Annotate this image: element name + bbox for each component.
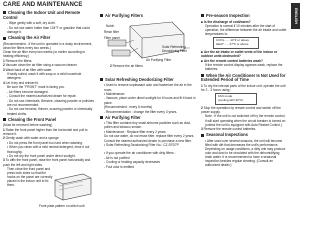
paragraph: Then close the front panel and press both sides so that the hooks on the panel are correctly placed in the indoor unit to fix them. (7, 167, 53, 188)
list-item: • Used to remove unpleasant odor and bacterium the air in the room. (104, 83, 192, 92)
list-item: - Recommendation : change the filter every 3 years. (104, 109, 178, 114)
step-item: If badly soiled, wash it with soap or a mild household detergent. (7, 72, 82, 81)
language-side-tab (291, 3, 300, 29)
list-item: • Do not dry the front panel under direct sunlight. (7, 153, 76, 158)
section-title-cleaning-indoor: Cleaning the Indoor Unit and Remote Control (3, 10, 81, 20)
step-item: 1 Remove the filters. (3, 58, 33, 63)
list-item: • Solar Refreshing Deodorizing Filter No.: CZ-SFD7P (104, 143, 179, 148)
page-title: CARE AND MAINTENANCE (3, 2, 83, 8)
list-item: - Vacuum, place under direct sunlight for 6 hours and fit it back in place. (104, 96, 196, 105)
section-title-air-purifying: Air Purifying Filters (100, 14, 196, 19)
section-title-front-panel: Cleaning the Front Panel (3, 118, 95, 123)
label-deodorizing-filter: Solar Refreshing Deodorizing Filter (162, 45, 187, 54)
bullet-square-icon (100, 116, 103, 119)
note: Note : If the unit is not switched off by the remote control, it will start operating when the circuit breaker is turned on (unless the unit is equipped with Auto Restart Control.) (205, 114, 286, 127)
list-item: Do not use water, do not reuse filter, replace filter every 2 years. (104, 134, 195, 139)
mode-box: FAN mode (cooling with 30°C) (215, 93, 257, 105)
step-item: 2 Vacuum clean the air filter using a vacuum cleaner. (3, 63, 78, 68)
front-panel-illustration (53, 172, 93, 204)
list-item: • If you operate the air conditioner with dirty filters : (104, 151, 176, 156)
list-item: (Recommended : every 6 months) (104, 105, 153, 110)
question: ■Are the air intake or outlet vents of the indoor or outdoor units obstructed? (201, 50, 278, 59)
list-item: • Do not press the front panel too hard when washing. (7, 140, 83, 145)
temperature-box (213, 37, 259, 49)
paragraph: Operation is normal if 10 minutes after the start of operation, the difference between the air intake and outlet temperatures is: (205, 24, 287, 37)
label-remove-filters: 2 Remove the air filters (110, 64, 143, 69)
section-title-deodorizing: Solar Refreshing Deodorizing Filter (100, 78, 196, 83)
section-title-pre-season: Pre-season Inspection (201, 14, 287, 19)
list-item: • Maintenance : Replace filter every 2 years. (104, 129, 167, 134)
list-item: - Consult the nearest authorized dealer for repair. (7, 94, 77, 99)
middle-column (100, 0, 196, 212)
list-item: - Air filters become damaged. (7, 89, 49, 94)
section-title-air-filter: Cleaning the Air Filter (3, 36, 95, 41)
section-title-extended-period: When the Air Conditioner Is Not Used for Extended Period of Time (201, 72, 286, 83)
paragraph: If the remote control display appears weak, replace the batteries. (205, 63, 283, 72)
side-tab-label: ENGLISH (293, 8, 298, 24)
paragraph: • After used over several seasons, the unit will become filled with dirt that decreases the unit's performance. Depending on usage conditions, a dirty unit may produce odor and dust to be circulated with the dehumidifying drain water. It is recommended to have a seasonal inspection besides regular cleaning. (Consult an authorized dealer.) (205, 138, 286, 168)
step-item: 2 Gently wash with water and a sponge. (3, 136, 60, 141)
bullet-square-icon (3, 118, 6, 121)
paragraph: (Must be removed before washing) (3, 123, 53, 128)
list-item: • When you clean with a mild neutral detergent, rinse it out thoroughly. (7, 145, 90, 154)
bullet-square-icon (201, 14, 204, 17)
list-item: - Do not use benzine, thinner, scouring powder or chemically treated cloths. (7, 107, 93, 116)
list-item: • Maintenance: (104, 91, 126, 96)
list-item: - Foul odor is emitted (104, 164, 134, 169)
paragraph: Clean the air filter every two weeks (or earlier according to heating efficiency.) (3, 50, 86, 59)
list-item: - Do not use chemicals. Benzine, cleaning powder or polishes are not recommended. (7, 98, 94, 107)
step-item: 2 Stop the operation by remote control and switch off the power supply. (201, 105, 281, 114)
list-item: - Do not use water hotter than 104°F or gasoline that could damage it. (7, 25, 90, 34)
step-item: 4 Let it dry and reinsert it. (3, 80, 39, 85)
bullet-square-icon (201, 134, 204, 137)
list-item: - Cooling or heating capacity decreases (104, 160, 160, 165)
question: ■Is the discharge of cool/warm? (201, 19, 251, 24)
section-title-purifying-filter: Air Purifying Filter (100, 116, 196, 121)
paragraph: (Recommended - If the unit is operated in a dusty environment, clean the filters every two weeks.) (3, 41, 93, 50)
bullet-square-icon (100, 78, 103, 81)
left-column (3, 0, 95, 212)
step-item: 3 Remove the remote control batteries. (201, 127, 257, 132)
label-notch: Notch (106, 24, 115, 29)
step-item: 1 To dry the internal parts of the indoor unit, operate the unit for 2 - 3 hours using : (201, 83, 286, 92)
right-column (201, 0, 287, 212)
illustration-caption: Front plate pattern on which unit (39, 204, 85, 209)
temp-row-cool: COOL ..... 14°F or above (216, 38, 250, 43)
list-item: • This filter contains tiny small airborne particles such as dust, pollen and tobacco smoke. (104, 121, 191, 130)
section-title-seasonal: Seasonal Inspections (201, 133, 287, 138)
step-item: 3 Wash back of air filter with water. (3, 67, 53, 72)
label-resin-filter: Resin filter (104, 30, 120, 35)
question: ■Are the remote control batteries weak? (201, 58, 263, 63)
step-item: 1 Raise the front panel higher than the horizontal and pull to remove it. (3, 127, 88, 136)
label-air-purifying-filter: Air Purifying Filter (146, 58, 172, 63)
list-item: - Wipe gently with a soft, dry cloth. (7, 21, 56, 26)
label-filter-panel: Filter panel (104, 36, 120, 41)
list-item: Consult the nearest authorized dealer to purchase a new filter. (104, 138, 192, 143)
note: Be sure the "FRONT" mark is facing you. (7, 85, 65, 90)
bullet-square-icon (3, 37, 6, 40)
step-item: 3 To affix the front panel, raise the front panel horizontally and push the left and right sides. (3, 158, 91, 167)
temp-row-heat: HEAT ..... 27°F or above (216, 42, 249, 47)
list-item: - Air is not purified (104, 155, 130, 160)
bullet-square-icon (100, 14, 103, 17)
